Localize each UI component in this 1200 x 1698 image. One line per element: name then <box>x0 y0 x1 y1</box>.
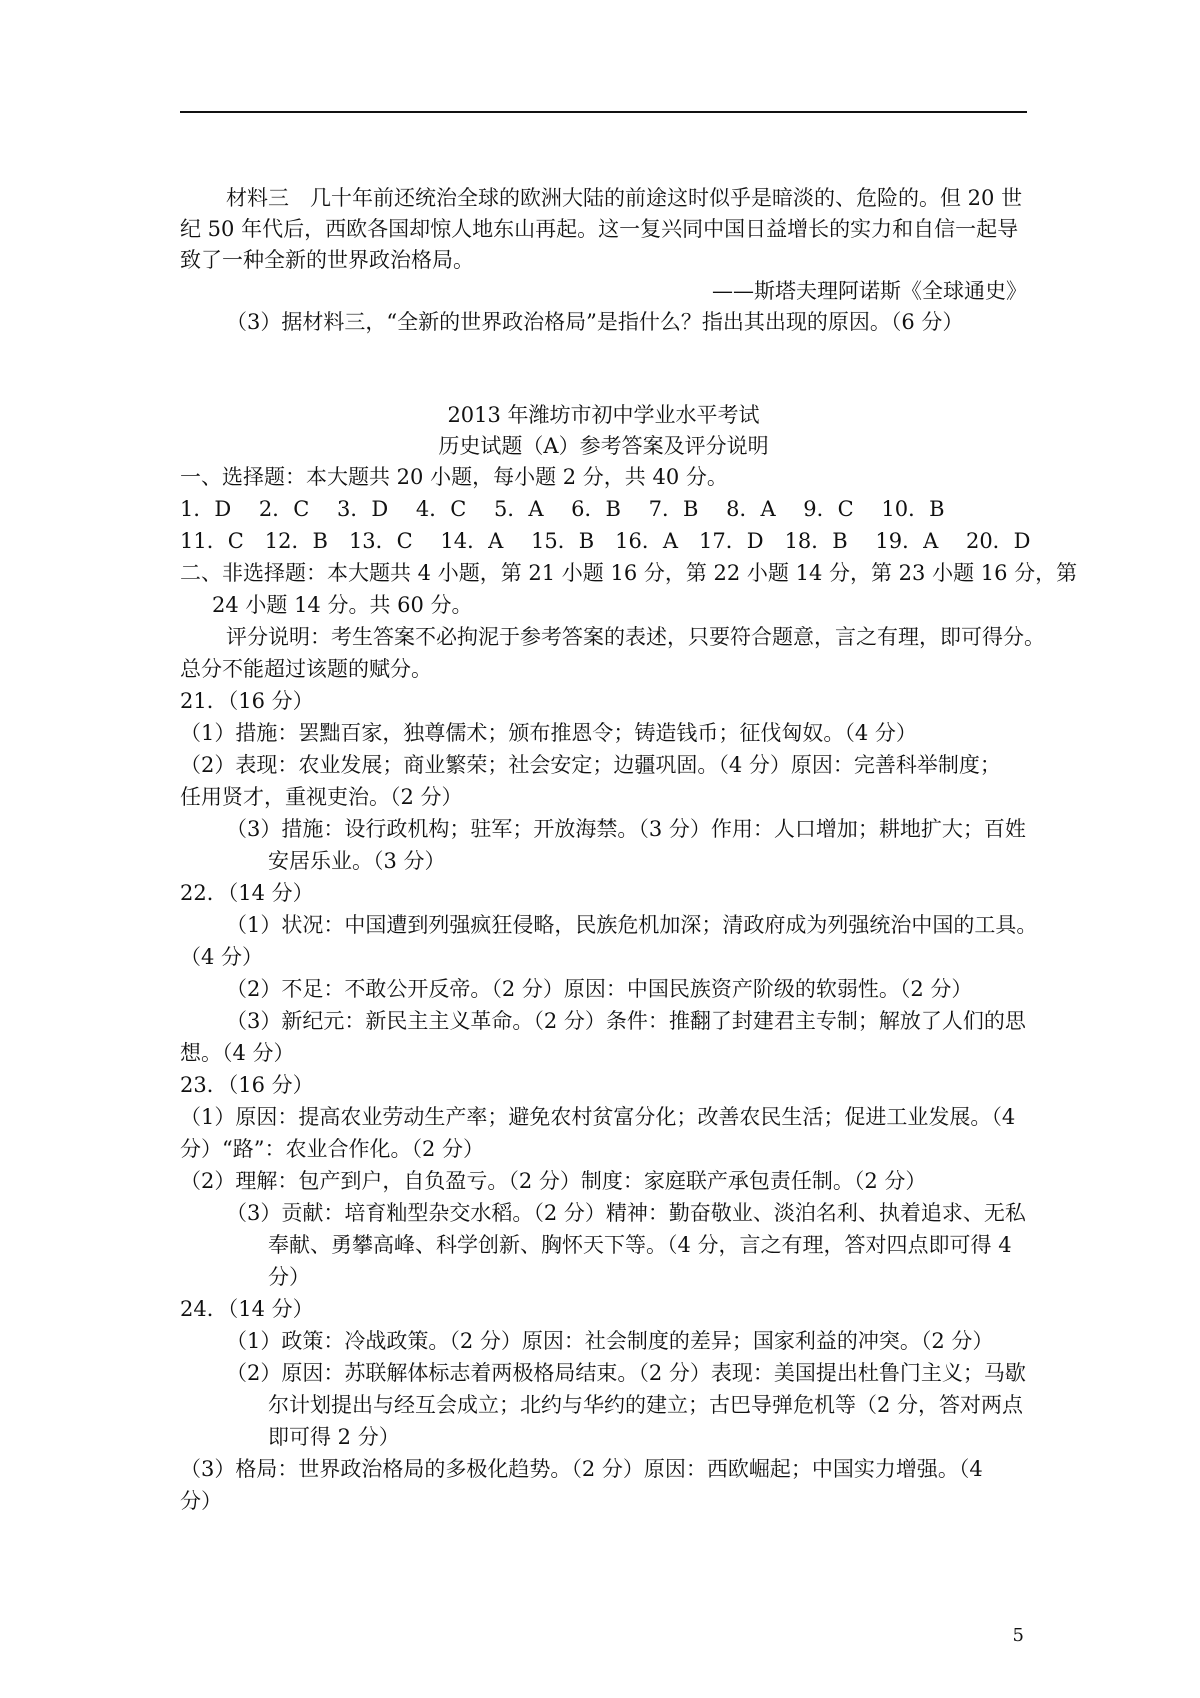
answer-line: （2）不足：不敢公开反帝。（2 分）原因：中国民族资产阶级的软弱性。（2 分） <box>226 977 973 1001</box>
scoring-note: 总分不能超过该题的赋分。 <box>180 657 432 681</box>
material3-question: （3）据材料三，“全新的世界政治格局”是指什么？指出其出现的原因。（6 分） <box>226 310 964 334</box>
mc-heading: 一、选择题：本大题共 20 小题，每小题 2 分，共 40 分。 <box>180 465 728 489</box>
answer-line: （3）贡献：培育籼型杂交水稻。（2 分）精神：勤奋敬业、淡泊名利、执着追求、无私 <box>226 1201 1026 1225</box>
answer-line: 即可得 2 分） <box>268 1425 400 1449</box>
answer-line: 尔计划提出与经互会成立；北约与华约的建立；古巴导弹危机等（2 分，答对两点 <box>268 1393 1024 1417</box>
answer-key-subtitle: 历史试题（A）参考答案及评分说明 <box>438 434 769 458</box>
answer-line: （2）原因：苏联解体标志着两极格局结束。（2 分）表现：美国提出杜鲁门主义；马歇 <box>226 1361 1026 1385</box>
answer-line: （1）措施：罢黜百家，独尊儒术；颁布推恩令；铸造钱币；征伐匈奴。（4 分） <box>180 721 917 745</box>
answer-line: （1）状况：中国遭到列强疯狂侵略，民族危机加深；清政府成为列强统治中国的工具。 <box>226 913 1038 937</box>
answer-line: （3）措施：设行政机构；驻军；开放海禁。（3 分）作用：人口增加；耕地扩大；百姓 <box>226 817 1026 841</box>
answer-line: 奉献、勇攀高峰、科学创新、胸怀天下等。（4 分，言之有理，答对四点即可得 4 <box>268 1233 1012 1257</box>
answer-line: （3）新纪元：新民主主义革命。（2 分）条件：推翻了封建君主专制；解放了人们的思 <box>226 1009 1026 1033</box>
answer-line: （2）理解：包产到户，自负盈亏。（2 分）制度：家庭联产承包责任制。（2 分） <box>180 1169 927 1193</box>
question-heading: 22．（14 分） <box>180 881 314 905</box>
answer-line: 任用贤才，重视吏治。（2 分） <box>180 785 463 809</box>
answer-line: （1）原因：提高农业劳动生产率；避免农村贫富分化；改善农民生活；促进工业发展。（4 <box>180 1105 1016 1129</box>
nonmc-heading: 二、非选择题：本大题共 4 小题，第 21 小题 16 分，第 22 小题 14 分，第 23 小题 16 分，第 <box>180 561 1078 585</box>
answer-line: 分）“路”：农业合作化。（2 分） <box>180 1137 485 1161</box>
scoring-note: 评分说明：考生答案不必拘泥于参考答案的表述，只要符合题意，言之有理，即可得分。 <box>226 625 1045 649</box>
material3-line: 材料三 几十年前还统治全球的欧洲大陆的前途这时似乎是暗淡的、危险的。但 20 世 <box>226 186 1023 210</box>
answer-key-title: 2013 年潍坊市初中学业水平考试 <box>447 403 760 427</box>
question-heading: 24．（14 分） <box>180 1297 314 1321</box>
answer-line: （1）政策：冷战政策。（2 分）原因：社会制度的差异；国家利益的冲突。（2 分） <box>226 1329 994 1353</box>
question-heading: 23．（16 分） <box>180 1073 314 1097</box>
answer-line: 安居乐业。（3 分） <box>268 849 446 873</box>
header-rule <box>180 111 1027 113</box>
nonmc-heading: 24 小题 14 分。共 60 分。 <box>212 593 473 617</box>
page-number: 5 <box>1012 1625 1024 1646</box>
material3-line: 纪 50 年代后，西欧各国却惊人地东山再起。这一复兴同中国日益增长的实力和自信一起导 <box>180 217 1019 241</box>
answer-line: （2）表现：农业发展；商业繁荣；社会安定；边疆巩固。（4 分）原因：完善科举制度； <box>180 753 1001 777</box>
answer-line: 想。（4 分） <box>180 1041 295 1065</box>
material3-line: 致了一种全新的世界政治格局。 <box>180 248 474 272</box>
question-heading: 21．（16 分） <box>180 689 314 713</box>
mc-answers-row: 11．C 12．B 13．C 14．A 15．B 16．A 17．D 18．B 19．A 20．D <box>180 529 1031 553</box>
mc-answers-row: 1．D 2．C 3．D 4．C 5．A 6．B 7．B 8．A 9．C 10．B <box>180 497 945 521</box>
answer-line: 分） <box>180 1489 222 1513</box>
answer-line: （3）格局：世界政治格局的多极化趋势。（2 分）原因：西欧崛起；中国实力增强。（4 <box>180 1457 983 1481</box>
answer-line: （4 分） <box>180 945 264 969</box>
material3-source: ——斯塔夫理阿诺斯《全球通史》 <box>712 279 1027 303</box>
answer-line: 分） <box>268 1265 310 1289</box>
